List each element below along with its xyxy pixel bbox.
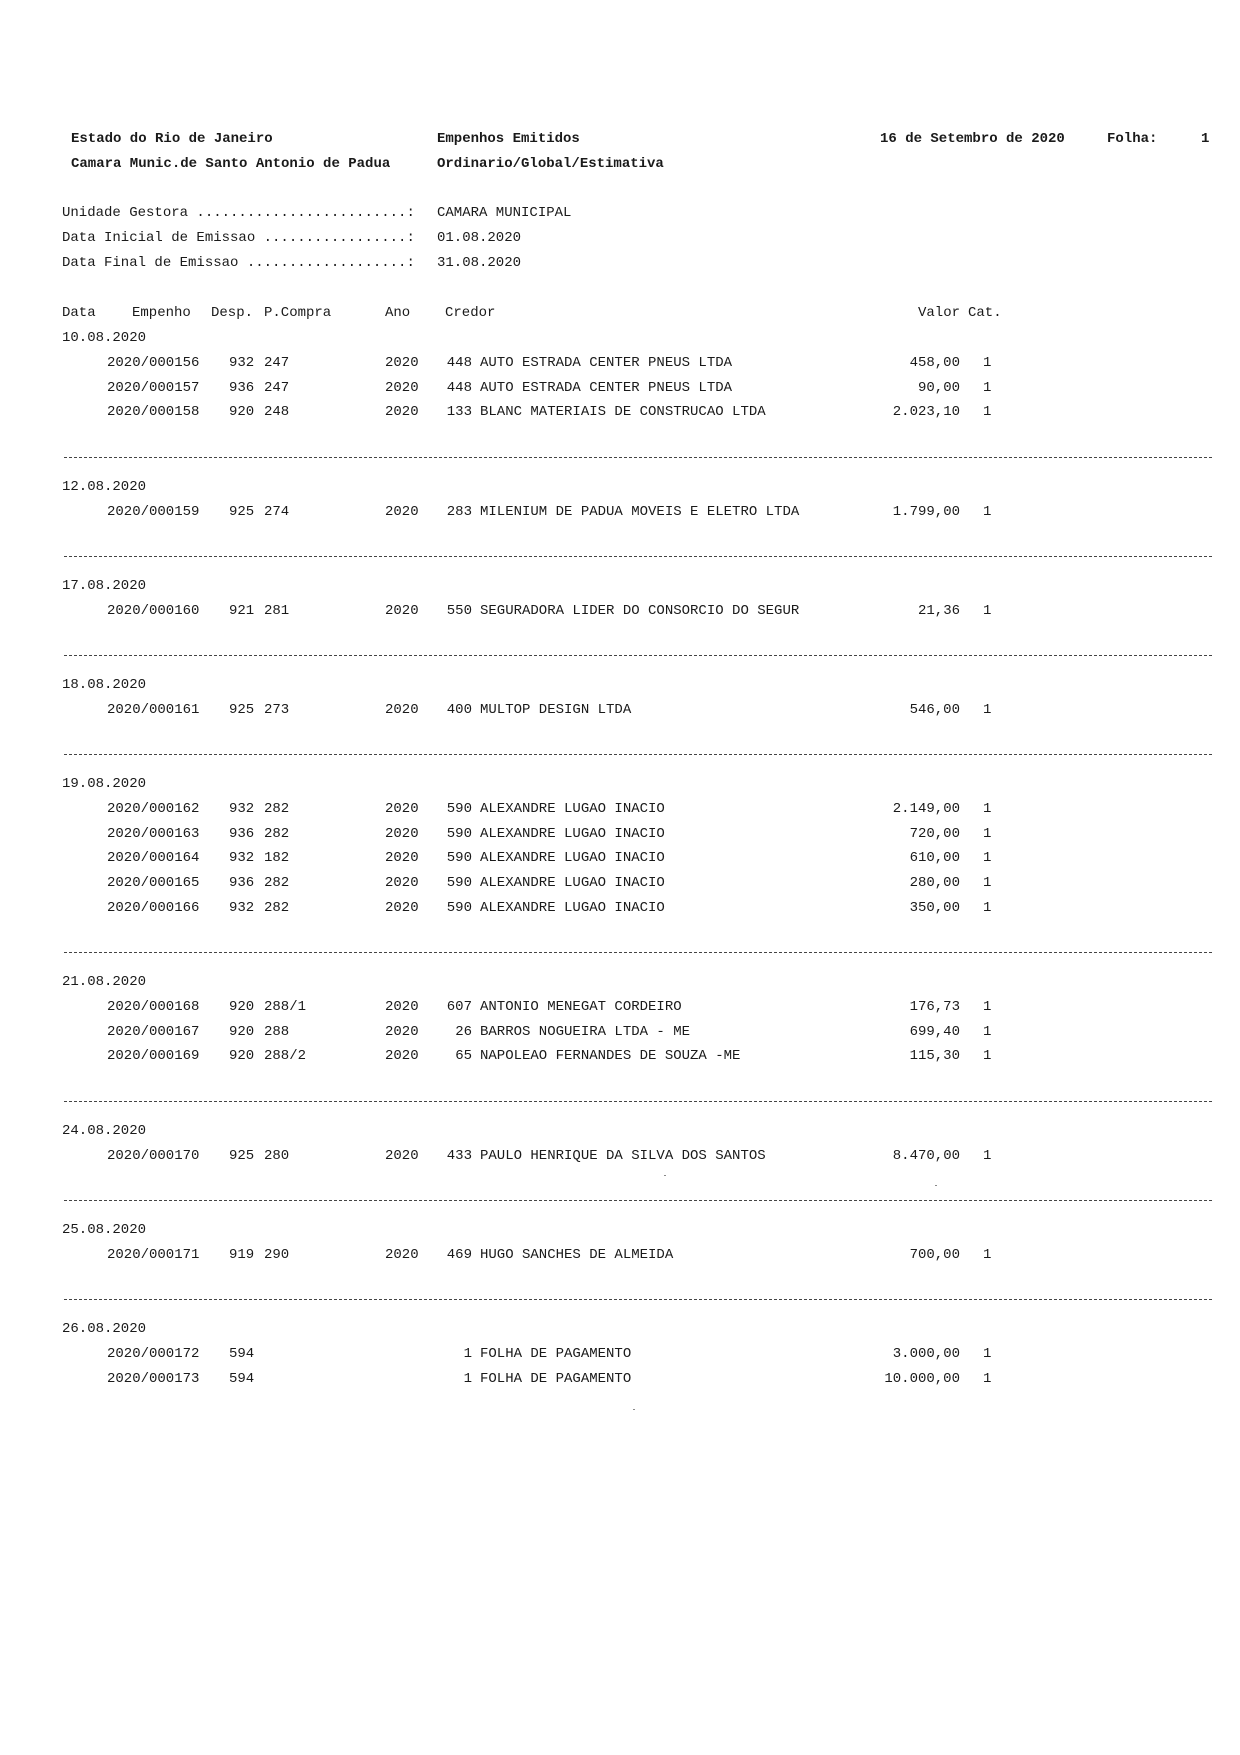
cell-valor: 115,30 (909, 1048, 960, 1065)
cell-ano: 2020 (385, 1023, 419, 1040)
cell-desp: 920 (229, 998, 255, 1015)
cell-cat: 1 (983, 1246, 992, 1263)
cell-empenho: 2020/000165 (107, 875, 200, 892)
cell-desp: 932 (229, 900, 255, 916)
cell-credor-code: 65 (455, 1048, 472, 1065)
scan-speck (935, 1185, 937, 1186)
cell-desp: 932 (229, 800, 255, 817)
cell-credor: PAULO HENRIQUE DA SILVA DOS SANTOS (480, 1147, 766, 1164)
param-value-final: 31.08.2020 (437, 255, 522, 271)
cell-credor: BLANC MATERIAIS DE CONSTRUCAO LTDA (480, 404, 766, 421)
cell-empenho: 2020/000157 (107, 379, 200, 396)
group-separator (64, 457, 1212, 458)
param-label-inicial: Data Inicial de Emissao .................: (62, 230, 415, 246)
cell-pcompra: 282 (264, 875, 290, 892)
cell-pcompra: 282 (264, 800, 290, 817)
cell-credor-code: 607 (446, 998, 472, 1015)
cell-cat: 1 (983, 503, 992, 520)
group-date: 24.08.2020 (62, 1123, 147, 1139)
col-header-data: Data (62, 305, 96, 321)
group-date: 12.08.2020 (62, 479, 147, 495)
cell-cat: 1 (983, 1370, 992, 1387)
cell-valor: 176,73 (909, 998, 960, 1015)
cell-valor: 1.799,00 (892, 503, 960, 520)
cell-ano: 2020 (385, 900, 419, 916)
cell-cat: 1 (983, 800, 992, 817)
cell-credor-code: 550 (446, 602, 472, 619)
cell-pcompra: 248 (264, 404, 290, 421)
group-date: 25.08.2020 (62, 1222, 147, 1238)
cell-cat: 1 (983, 404, 992, 421)
col-header-desp: Desp. (211, 305, 254, 321)
cell-credor: HUGO SANCHES DE ALMEIDA (480, 1246, 674, 1263)
cell-credor: AUTO ESTRADA CENTER PNEUS LTDA (480, 354, 733, 371)
cell-valor: 90,00 (917, 379, 960, 396)
cell-credor: ALEXANDRE LUGAO INACIO (480, 850, 665, 867)
group-date: 21.08.2020 (62, 974, 147, 990)
group-separator (64, 1299, 1212, 1300)
cell-cat: 1 (983, 1345, 992, 1362)
cell-empenho: 2020/000156 (107, 354, 200, 371)
cell-pcompra: 247 (264, 379, 290, 396)
cell-desp: 932 (229, 354, 255, 371)
cell-credor-code: 1 (463, 1370, 472, 1387)
param-label-final: Data Final de Emissao ...................: (62, 255, 415, 271)
cell-valor: 21,36 (917, 602, 960, 619)
cell-credor: ALEXANDRE LUGAO INACIO (480, 825, 665, 842)
cell-desp: 932 (229, 850, 255, 867)
report-subtitle: Ordinario/Global/Estimativa (437, 156, 664, 172)
cell-credor: MILENIUM DE PADUA MOVEIS E ELETRO LTDA (480, 503, 800, 520)
cell-ano: 2020 (385, 825, 419, 842)
folha-label: Folha: (1107, 131, 1158, 147)
cell-desp: 594 (229, 1370, 255, 1387)
cell-desp: 936 (229, 875, 255, 892)
cell-credor-code: 469 (446, 1246, 472, 1263)
cell-valor: 610,00 (909, 850, 960, 867)
cell-empenho: 2020/000160 (107, 602, 200, 619)
cell-credor: ALEXANDRE LUGAO INACIO (480, 900, 665, 916)
cell-ano: 2020 (385, 602, 419, 619)
cell-pcompra: 274 (264, 503, 290, 520)
param-value-unidade: CAMARA MUNICIPAL (437, 205, 572, 221)
cell-desp: 920 (229, 1048, 255, 1065)
header-entity: Camara Munic.de Santo Antonio de Padua (71, 156, 391, 172)
group-separator (64, 1200, 1212, 1201)
cell-empenho: 2020/000171 (107, 1246, 200, 1263)
cell-desp: 936 (229, 379, 255, 396)
cell-desp: 920 (229, 1023, 255, 1040)
cell-credor: MULTOP DESIGN LTDA (480, 701, 632, 718)
cell-credor-code: 448 (446, 379, 472, 396)
cell-cat: 1 (983, 602, 992, 619)
cell-empenho: 2020/000170 (107, 1147, 200, 1164)
cell-credor: AUTO ESTRADA CENTER PNEUS LTDA (480, 379, 733, 396)
cell-pcompra: 282 (264, 825, 290, 842)
group-separator (64, 556, 1212, 557)
col-header-valor: Valor (917, 305, 960, 321)
cell-cat: 1 (983, 1048, 992, 1065)
cell-pcompra: 282 (264, 900, 290, 916)
cell-empenho: 2020/000168 (107, 998, 200, 1015)
cell-ano: 2020 (385, 850, 419, 867)
cell-credor: FOLHA DE PAGAMENTO (480, 1345, 632, 1362)
cell-desp: 925 (229, 1147, 255, 1164)
cell-pcompra: 288/1 (264, 998, 307, 1015)
cell-ano: 2020 (385, 1048, 419, 1065)
cell-pcompra: 290 (264, 1246, 290, 1263)
cell-credor-code: 133 (446, 404, 472, 421)
group-date: 19.08.2020 (62, 776, 147, 792)
group-date: 26.08.2020 (62, 1321, 147, 1337)
cell-empenho: 2020/000169 (107, 1048, 200, 1065)
header-state: Estado do Rio de Janeiro (71, 131, 273, 147)
cell-pcompra: 281 (264, 602, 290, 619)
cell-desp: 925 (229, 503, 255, 520)
cell-cat: 1 (983, 379, 992, 396)
cell-ano: 2020 (385, 875, 419, 892)
cell-valor: 350,00 (909, 900, 960, 916)
cell-ano: 2020 (385, 800, 419, 817)
cell-credor-code: 26 (455, 1023, 472, 1040)
cell-credor-code: 400 (446, 701, 472, 718)
cell-ano: 2020 (385, 998, 419, 1015)
group-separator (64, 754, 1212, 755)
cell-ano: 2020 (385, 354, 419, 371)
cell-empenho: 2020/000166 (107, 900, 200, 916)
cell-credor-code: 590 (446, 900, 472, 916)
col-header-credor: Credor (445, 305, 496, 321)
cell-cat: 1 (983, 850, 992, 867)
cell-ano: 2020 (385, 404, 419, 421)
cell-valor: 700,00 (909, 1246, 960, 1263)
cell-credor-code: 283 (446, 503, 472, 520)
group-date: 17.08.2020 (62, 578, 147, 594)
cell-valor: 8.470,00 (892, 1147, 960, 1164)
cell-empenho: 2020/000164 (107, 850, 200, 867)
cell-cat: 1 (983, 701, 992, 718)
report-title: Empenhos Emitidos (437, 131, 580, 147)
group-separator (64, 952, 1212, 953)
cell-valor: 280,00 (909, 875, 960, 892)
param-value-inicial: 01.08.2020 (437, 230, 522, 246)
cell-empenho: 2020/000161 (107, 701, 200, 718)
cell-credor: ANTONIO MENEGAT CORDEIRO (480, 998, 682, 1015)
cell-ano: 2020 (385, 701, 419, 718)
cell-pcompra: 273 (264, 701, 290, 718)
cell-cat: 1 (983, 900, 992, 916)
group-separator (64, 655, 1212, 656)
cell-empenho: 2020/000159 (107, 503, 200, 520)
col-header-empenho: Empenho (132, 305, 191, 321)
cell-cat: 1 (983, 354, 992, 371)
cell-credor: ALEXANDRE LUGAO INACIO (480, 800, 665, 817)
cell-credor-code: 590 (446, 800, 472, 817)
cell-desp: 925 (229, 701, 255, 718)
cell-ano: 2020 (385, 1246, 419, 1263)
cell-credor-code: 590 (446, 825, 472, 842)
group-date: 10.08.2020 (62, 330, 147, 346)
cell-cat: 1 (983, 875, 992, 892)
cell-cat: 1 (983, 1147, 992, 1164)
cell-empenho: 2020/000158 (107, 404, 200, 421)
cell-desp: 594 (229, 1345, 255, 1362)
cell-pcompra: 288 (264, 1023, 290, 1040)
cell-credor: SEGURADORA LIDER DO CONSORCIO DO SEGUR (480, 602, 800, 619)
report-date: 16 de Setembro de 2020 (880, 131, 1065, 147)
cell-desp: 936 (229, 825, 255, 842)
cell-pcompra: 247 (264, 354, 290, 371)
cell-pcompra: 182 (264, 850, 290, 867)
cell-valor: 546,00 (909, 701, 960, 718)
cell-empenho: 2020/000162 (107, 800, 200, 817)
cell-credor: NAPOLEAO FERNANDES DE SOUZA -ME (480, 1048, 741, 1065)
cell-credor: FOLHA DE PAGAMENTO (480, 1370, 632, 1387)
cell-cat: 1 (983, 998, 992, 1015)
cell-cat: 1 (983, 1023, 992, 1040)
cell-ano: 2020 (385, 1147, 419, 1164)
cell-credor-code: 590 (446, 850, 472, 867)
cell-pcompra: 288/2 (264, 1048, 307, 1065)
col-header-pcompra: P.Compra (264, 305, 332, 321)
scan-speck (633, 1409, 635, 1410)
group-date: 18.08.2020 (62, 677, 147, 693)
group-separator (64, 1101, 1212, 1102)
col-header-ano: Ano (385, 305, 411, 321)
cell-credor: BARROS NOGUEIRA LTDA - ME (480, 1023, 691, 1040)
cell-cat: 1 (983, 825, 992, 842)
param-label-unidade: Unidade Gestora .........................: (62, 205, 415, 221)
cell-desp: 921 (229, 602, 255, 619)
cell-credor: ALEXANDRE LUGAO INACIO (480, 875, 665, 892)
scan-speck (664, 1175, 666, 1176)
cell-ano: 2020 (385, 379, 419, 396)
cell-valor: 458,00 (909, 354, 960, 371)
cell-credor-code: 448 (446, 354, 472, 371)
cell-valor: 699,40 (909, 1023, 960, 1040)
cell-empenho: 2020/000173 (107, 1370, 200, 1387)
cell-desp: 919 (229, 1246, 255, 1263)
cell-empenho: 2020/000163 (107, 825, 200, 842)
col-header-cat: Cat. (968, 305, 1002, 321)
cell-valor: 10.000,00 (884, 1370, 960, 1387)
folha-number: 1 (1201, 131, 1210, 147)
cell-pcompra: 280 (264, 1147, 290, 1164)
cell-credor-code: 1 (463, 1345, 472, 1362)
cell-ano: 2020 (385, 503, 419, 520)
cell-valor: 720,00 (909, 825, 960, 842)
cell-credor-code: 590 (446, 875, 472, 892)
cell-empenho: 2020/000167 (107, 1023, 200, 1040)
cell-valor: 2.023,10 (892, 404, 960, 421)
cell-valor: 3.000,00 (892, 1345, 960, 1362)
cell-desp: 920 (229, 404, 255, 421)
cell-valor: 2.149,00 (892, 800, 960, 817)
cell-empenho: 2020/000172 (107, 1345, 200, 1362)
cell-credor-code: 433 (446, 1147, 472, 1164)
